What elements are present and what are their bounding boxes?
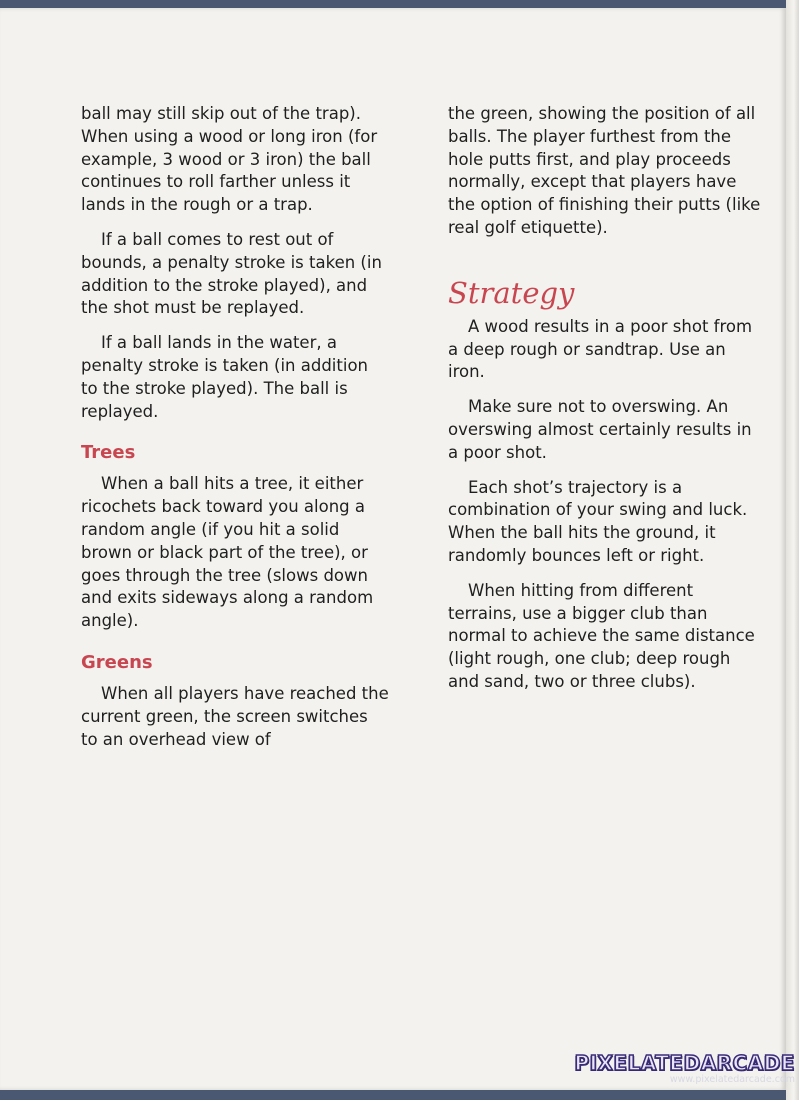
left-column xyxy=(81,103,389,763)
strategy-paragraph: When hitting from different terrains, use a bigger club than normal to achieve the same distance (light rough, one club; deep rough and sand, two or three clubs). xyxy=(448,580,755,691)
strategy-paragraph: Make sure not to overswing. An overswing almost certainly results in a poor shot. xyxy=(448,397,752,462)
trees-paragraph: When a ball hits a tree, it either ricochets back toward you along a random angle (if you hit a solid brown or black part of the tree), or goes through the tree (slows down and exits sideways along a random angle). xyxy=(81,474,374,631)
strategy-paragraph: A wood results in a poor shot from a deep rough or sandtrap. Use an iron. xyxy=(448,316,753,382)
right-column xyxy=(448,103,766,706)
strategy-heading: Strategy xyxy=(448,275,575,310)
watermark-logo-text: PIXELATEDARCADE xyxy=(574,1051,795,1075)
continued-paragraph: ball may still skip out of the trap). When using a wood or long iron (for example, 3 wood or 3 iron) the ball continues to roll farther unless it lands in the rough or a trap. xyxy=(81,104,378,215)
greens-heading: Greens xyxy=(81,651,153,673)
out-of-bounds-paragraph: If a ball comes to rest out of bounds, a penalty stroke is taken (in addition to the stroke played), and the shot must be replayed. xyxy=(81,229,382,318)
page-edge xyxy=(786,0,799,1100)
strategy-paragraph: Each shot’s trajectory is a combination of your swing and luck. When the ball hits the ground, it randomly bounces left or right. xyxy=(448,477,748,565)
manual-page xyxy=(0,8,786,1090)
watermark xyxy=(574,1052,795,1086)
water-paragraph: If a ball lands in the water, a penalty stroke is taken (in addition to the stroke played). The ball is replayed. xyxy=(81,333,369,421)
watermark-url: www.pixelatedarcade.com xyxy=(669,1074,795,1085)
greens-paragraph: When all players have reached the current green, the screen switches to an overhead view of xyxy=(81,683,389,749)
trees-heading: Trees xyxy=(81,442,136,464)
greens-continued-paragraph: the green, showing the position of all balls. The player furthest from the hole putts first, and play proceeds normally, except that players have the option of finishing their putts (like real golf etiquette). xyxy=(448,104,761,237)
